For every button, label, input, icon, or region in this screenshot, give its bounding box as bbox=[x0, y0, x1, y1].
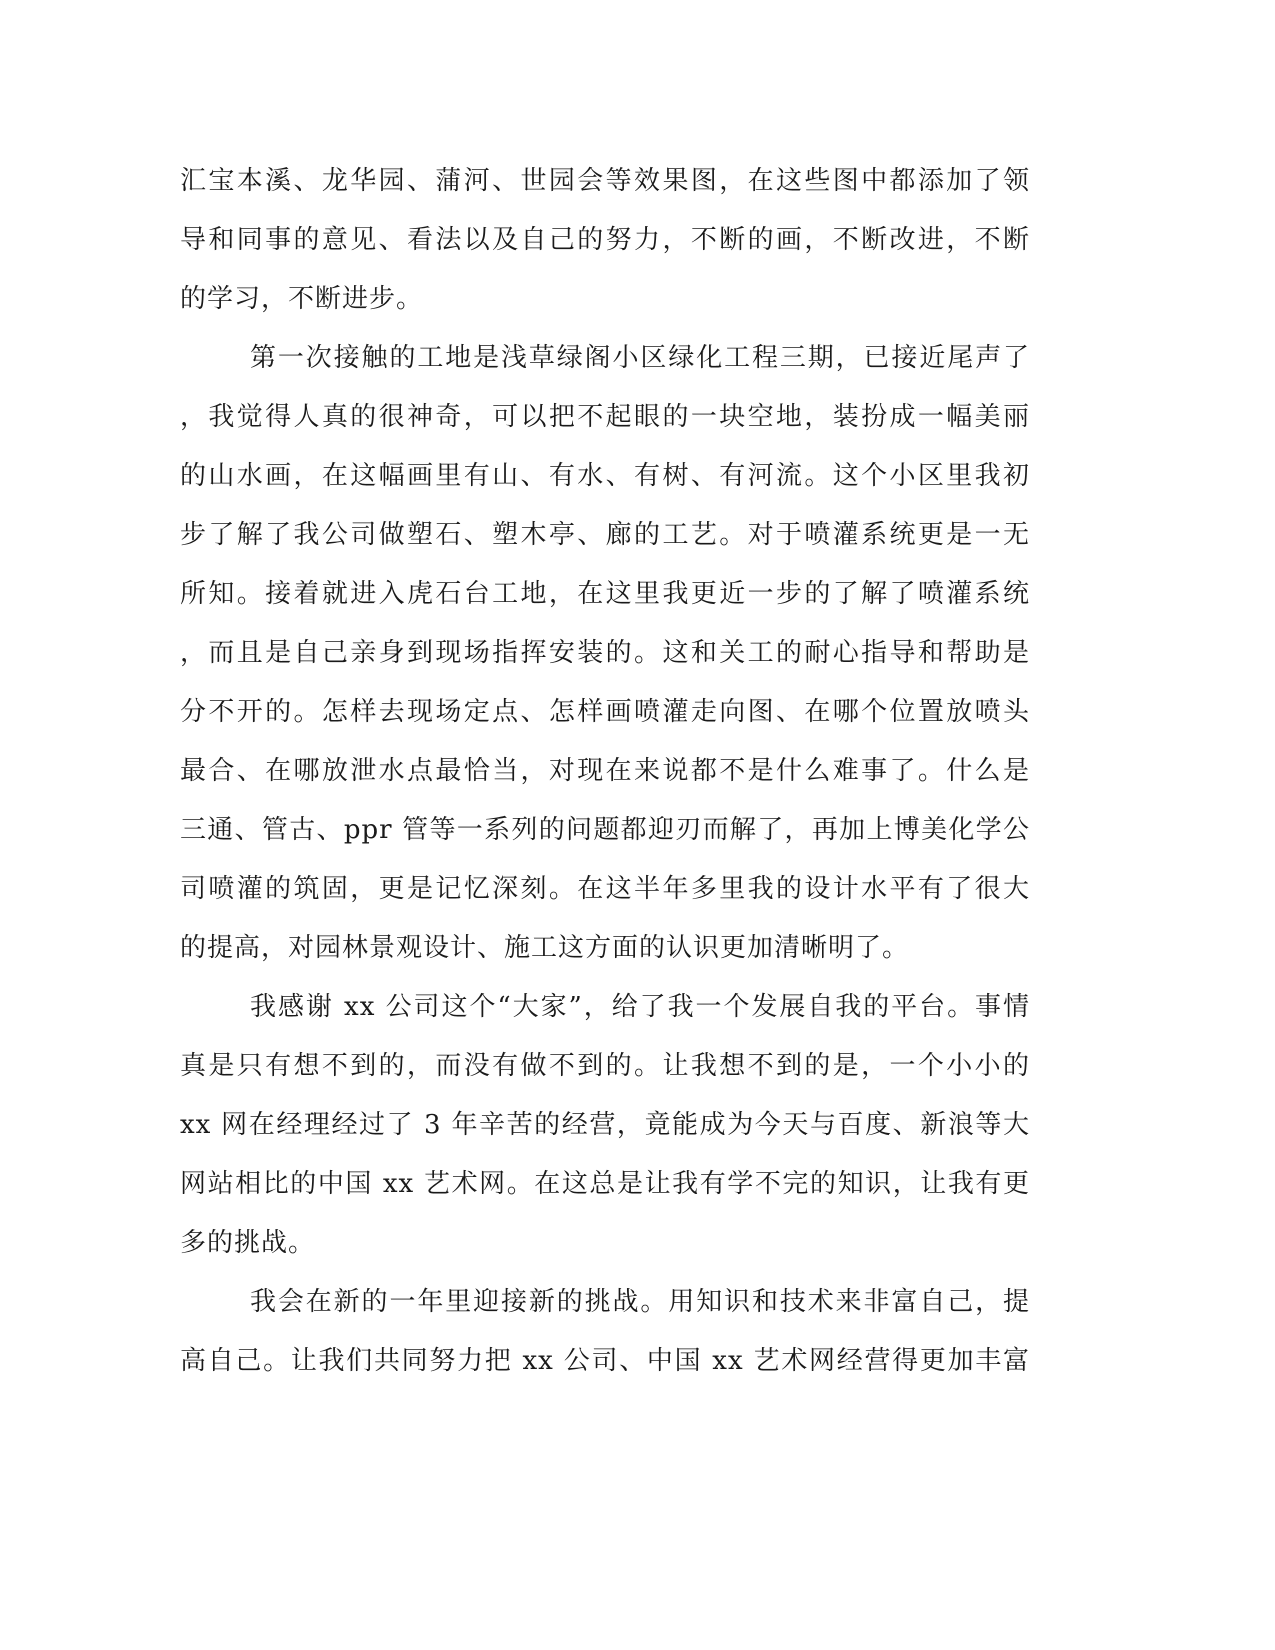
text-line: 所知。接着就进入虎石台工地，在这里我更近一步的了解了喷灌系统 bbox=[180, 579, 1030, 609]
text-line: ，我觉得人真的很神奇，可以把不起眼的一块空地，装扮成一幅美丽 bbox=[180, 402, 1030, 432]
body-text bbox=[180, 152, 1030, 1391]
text-line: 网站相比的中国 xx 艺术网。在这总是让我有学不完的知识，让我有更 bbox=[180, 1169, 1030, 1199]
text-line: 步了解了我公司做塑石、塑木亭、廊的工艺。对于喷灌系统更是一无 bbox=[180, 520, 1030, 550]
text-line: 我感谢 xx 公司这个“大家”，给了我一个发展自我的平台。事情 bbox=[250, 992, 1030, 1022]
text-line: 汇宝本溪、龙华园、蒲河、世园会等效果图，在这些图中都添加了领 bbox=[180, 166, 1030, 196]
text-line: 最合、在哪放泄水点最恰当，对现在来说都不是什么难事了。什么是 bbox=[180, 756, 1030, 786]
text-line: 司喷灌的筑固，更是记忆深刻。在这半年多里我的设计水平有了很大 bbox=[180, 874, 1030, 904]
text-line: 多的挑战。 bbox=[180, 1228, 316, 1258]
text-line: xx 网在经理经过了 3 年辛苦的经营，竟能成为今天与百度、新浪等大 bbox=[180, 1110, 1030, 1140]
text-line: 三通、管古、ppr 管等一系列的问题都迎刃而解了，再加上博美化学公 bbox=[180, 815, 1030, 845]
text-line: ，而且是自己亲身到现场指挥安装的。这和关工的耐心指导和帮助是 bbox=[180, 638, 1030, 668]
text-line: 真是只有想不到的，而没有做不到的。让我想不到的是，一个小小的 bbox=[180, 1051, 1030, 1081]
text-line: 我会在新的一年里迎接新的挑战。用知识和技术来非富自己，提 bbox=[250, 1287, 1030, 1317]
text-line: 的提高，对园林景观设计、施工这方面的认识更加清晰明了。 bbox=[180, 933, 910, 963]
text-line: 的学习，不断进步。 bbox=[180, 284, 424, 314]
text-line: 分不开的。怎样去现场定点、怎样画喷灌走向图、在哪个位置放喷头 bbox=[180, 697, 1030, 727]
text-line: 第一次接触的工地是浅草绿阁小区绿化工程三期，已接近尾声了 bbox=[250, 343, 1030, 373]
text-line: 导和同事的意见、看法以及自己的努力，不断的画，不断改进，不断 bbox=[180, 225, 1030, 255]
text-line: 的山水画，在这幅画里有山、有水、有树、有河流。这个小区里我初 bbox=[180, 461, 1030, 491]
text-line: 高自己。让我们共同努力把 xx 公司、中国 xx 艺术网经营得更加丰富 bbox=[180, 1346, 1030, 1376]
